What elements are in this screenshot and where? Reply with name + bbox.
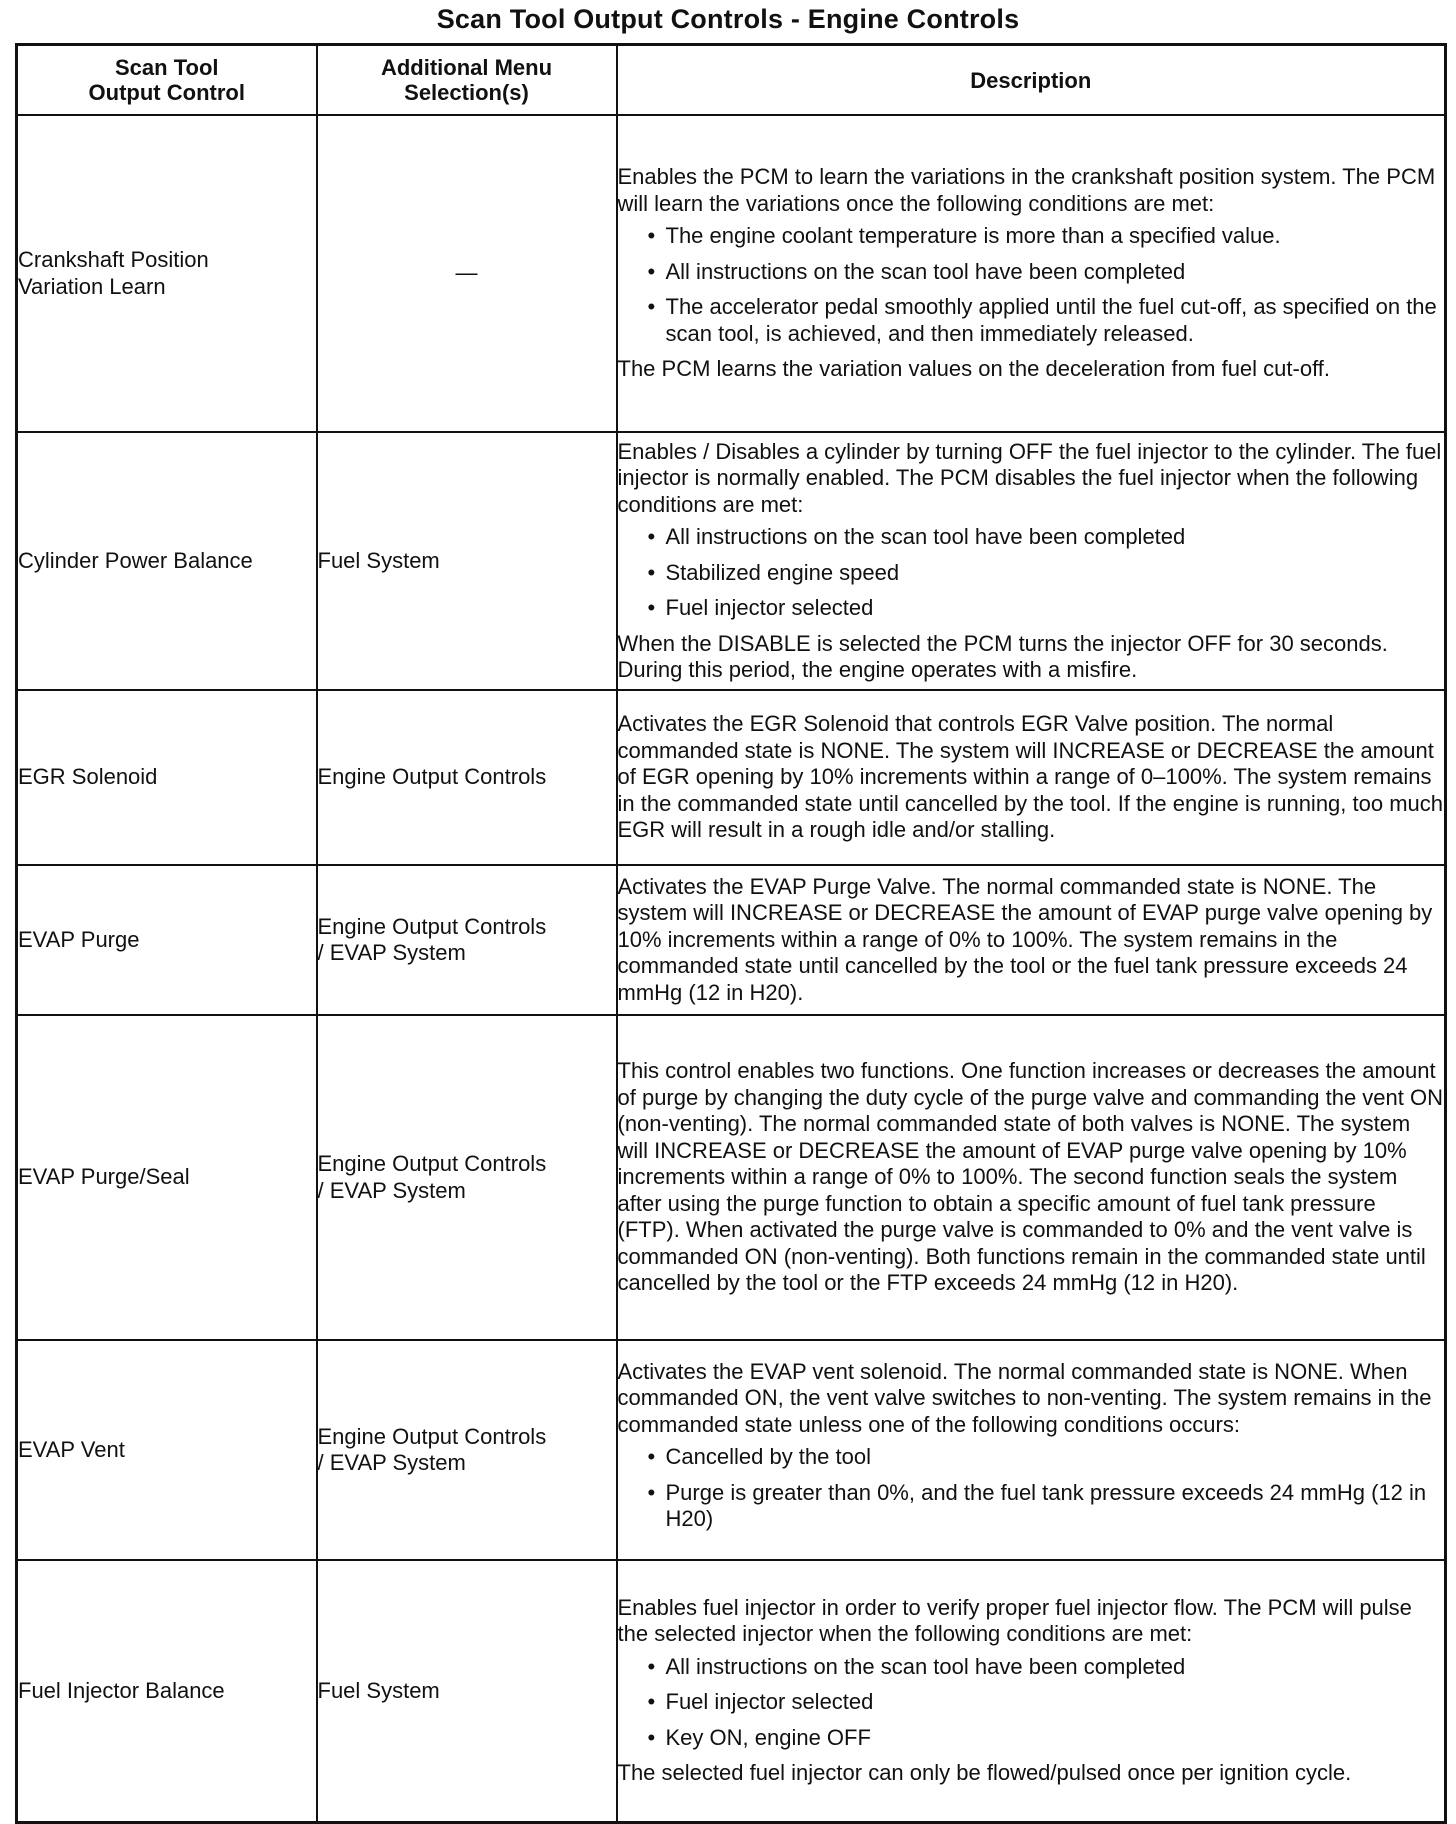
control-name-cell: EGR Solenoid xyxy=(17,690,317,865)
description-intro: Activates the EGR Solenoid that controls EGR Valve position. The normal commanded state is NONE. The system will INCREASE or DECREASE the amount of EGR opening by 10% increments within a range of 0–100%. The system remains in the commanded state until cancelled by the tool. If the engine is running, too much EGR will result in a rough idle and/or stalling. xyxy=(617,711,1444,843)
description-intro: This control enables two functions. One function increases or decreases the amount of purge by changing the duty cycle of the purge valve and commanding the vent ON (non-venting). The normal commanded state of both valves is NONE. The system will INCREASE or DECREASE the amount of EVAP purge valve opening by 10% increments within a range of 0% to 100%. The second function seals the system after using the purge function to obtain a specific amount of fuel tank pressure (FTP). When activated the purge valve is commanded to 0% and the vent valve is commanded ON (non-venting). Both functions remain in the commanded state until cancelled by the tool or the FTP exceeds 24 mmHg (12 in H20). xyxy=(617,1058,1444,1296)
condition-list xyxy=(618,223,1445,347)
description-cell xyxy=(617,1340,1446,1560)
header-menu-selection: Additional Menu Selection(s) xyxy=(317,45,617,116)
list-item: • All instructions on the scan tool have been completed xyxy=(648,259,1445,286)
menu-selection-cell: Engine Output Controls / EVAP System xyxy=(317,1340,617,1560)
control-name-cell: EVAP Purge xyxy=(17,865,317,1015)
condition-list xyxy=(618,1444,1445,1533)
description-cell xyxy=(617,690,1446,865)
table-row xyxy=(17,865,1446,1015)
description-cell xyxy=(617,865,1446,1015)
list-item: • Fuel injector selected xyxy=(648,1689,1445,1716)
list-item: • Cancelled by the tool xyxy=(648,1444,1445,1471)
description-intro: Enables fuel injector in order to verify proper fuel injector flow. The PCM will pulse the selected injector when the following conditions are met: xyxy=(617,1594,1412,1647)
control-name-cell: Cylinder Power Balance xyxy=(17,432,317,690)
list-item: • Stabilized engine speed xyxy=(648,560,1445,587)
header-output-control: Scan Tool Output Control xyxy=(17,45,317,116)
table-row xyxy=(17,690,1446,865)
list-item: • Fuel injector selected xyxy=(648,595,1445,622)
description-intro: Enables the PCM to learn the variations in the crankshaft position system. The PCM will learn the variations once the following conditions are met: xyxy=(617,164,1436,216)
description-outro: When the DISABLE is selected the PCM turns the injector OFF for 30 seconds. During this period, the engine operates with a misfire. xyxy=(617,630,1388,682)
table-row xyxy=(17,1560,1446,1822)
table-row xyxy=(17,432,1446,690)
list-item: • All instructions on the scan tool have been completed xyxy=(648,1654,1445,1681)
list-item: • The engine coolant temperature is more than a specified value. xyxy=(648,223,1445,250)
description-outro: The PCM learns the variation values on the deceleration from fuel cut-off. xyxy=(617,356,1331,382)
control-name-cell: Fuel Injector Balance xyxy=(17,1560,317,1822)
output-controls-table xyxy=(15,43,1447,1824)
description-intro: Activates the EVAP vent solenoid. The normal commanded state is NONE. When commanded ON, the vent valve switches to non-venting. The system remains in the commanded state unless one of the following conditions occurs: xyxy=(617,1358,1432,1437)
list-item: • The accelerator pedal smoothly applied until the fuel cut-off, as specified on the scan tool, is achieved, and then immediately released. xyxy=(648,294,1445,347)
table-row xyxy=(17,115,1446,432)
menu-selection-cell: Engine Output Controls / EVAP System xyxy=(317,1015,617,1340)
control-name-cell: EVAP Vent xyxy=(17,1340,317,1560)
condition-list xyxy=(618,524,1445,622)
description-outro: The selected fuel injector can only be flowed/pulsed once per ignition cycle. xyxy=(617,1760,1352,1786)
list-item: • Purge is greater than 0%, and the fuel tank pressure exceeds 24 mmHg (12 in H20) xyxy=(648,1480,1445,1533)
description-intro: Activates the EVAP Purge Valve. The normal commanded state is NONE. The system will INCREASE or DECREASE the amount of EVAP purge valve opening by 10% increments within a range of 0% to 100%. The system remains in the commanded state until cancelled by the tool or the fuel tank pressure exceeds 24 mmHg (12 in H20). xyxy=(617,873,1433,1005)
description-intro: Enables / Disables a cylinder by turning OFF the fuel injector to the cylinder. The fuel injector is normally enabled. The PCM disables the fuel injector when the following conditions are met: xyxy=(617,438,1442,517)
condition-list xyxy=(618,1654,1445,1752)
control-name-cell: Crankshaft Position Variation Learn xyxy=(17,115,317,432)
description-cell xyxy=(617,432,1446,690)
list-item: • All instructions on the scan tool have been completed xyxy=(648,524,1445,551)
description-cell xyxy=(617,1560,1446,1822)
table-header-row xyxy=(17,45,1446,116)
page-title: Scan Tool Output Controls - Engine Controls xyxy=(436,4,1020,34)
description-cell xyxy=(617,1015,1446,1340)
menu-selection-cell: Engine Output Controls xyxy=(317,690,617,865)
list-item: • Key ON, engine OFF xyxy=(648,1725,1445,1752)
table-row xyxy=(17,1340,1446,1560)
menu-selection-cell: Fuel System xyxy=(317,1560,617,1822)
description-cell xyxy=(617,115,1446,432)
control-name-cell: EVAP Purge/Seal xyxy=(17,1015,317,1340)
header-description: Description xyxy=(617,45,1446,116)
table-row xyxy=(17,1015,1446,1340)
menu-selection-cell: Fuel System xyxy=(317,432,617,690)
menu-selection-cell: Engine Output Controls / EVAP System xyxy=(317,865,617,1015)
menu-selection-cell: — xyxy=(317,115,617,432)
